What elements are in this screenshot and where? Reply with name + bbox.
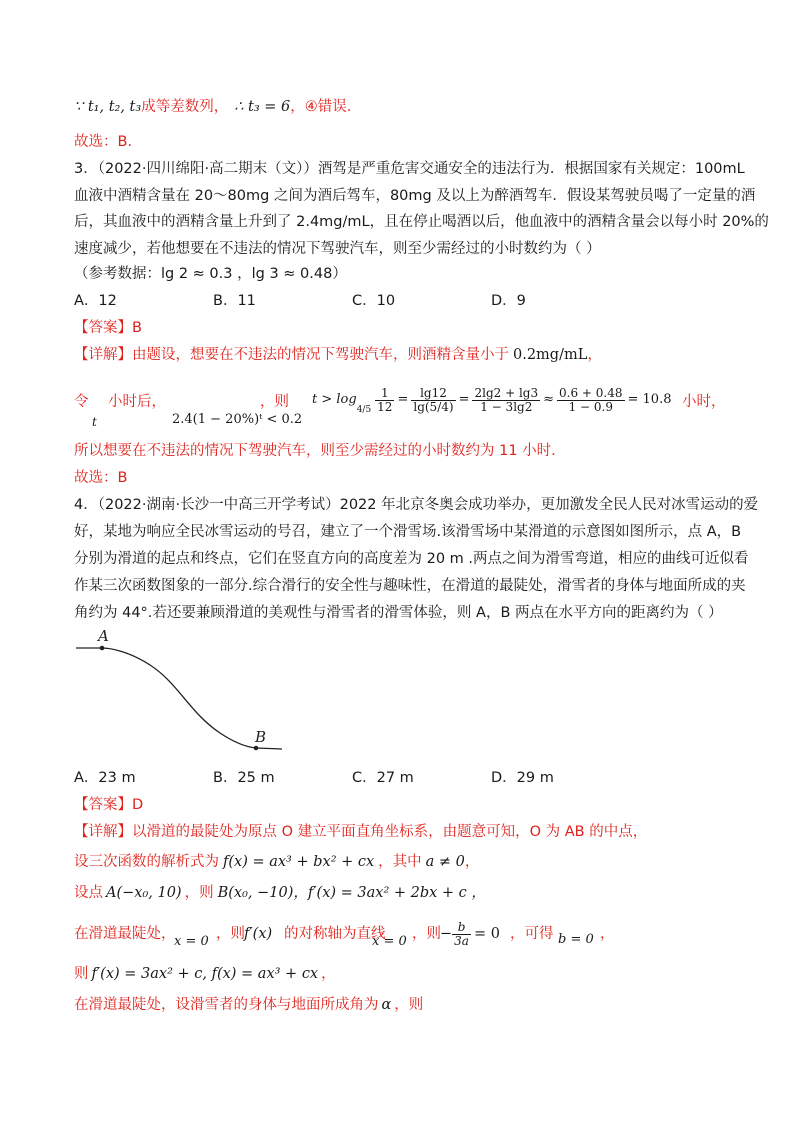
numerator: 2lg2 + lg3 — [474, 385, 539, 400]
text: 设点 — [74, 885, 103, 901]
option-d: D．9 — [491, 293, 526, 309]
math-expr: = 0 — [473, 926, 500, 942]
text: 则 — [74, 966, 89, 982]
detail-line — [74, 345, 602, 365]
question-3-line: 速度减少，若他想要在不违法的情况下驾驶汽车，则至少需经过的小时数约为（ ） — [74, 241, 601, 257]
math-expr: ∵ t₁, t₂, t₃ — [74, 99, 142, 115]
fraction — [452, 921, 471, 948]
text: 成等差数列， — [141, 99, 229, 115]
reference-data: （参考数据：lg 2 ≈ 0.3 ，lg 3 ≈ 0.48） — [74, 266, 347, 282]
text: 的对称轴为直线 — [284, 926, 386, 942]
fraction — [472, 387, 540, 414]
conclusion: 故选：B — [74, 470, 128, 486]
text: 在滑道最陡处， — [74, 926, 176, 942]
question-3-line: 3．（2022·四川绵阳·高二期末（文））酒驾是严重危害交通安全的违法行为．根据国家有关规定：100mL — [74, 161, 745, 177]
math-expr: a ≠ 0 — [425, 854, 465, 870]
question-4-line: 角约为 44°.若还要兼顾滑道的美观性与滑雪者的滑雪体验，则 A，B 两点在水平方向的距离约为（ ） — [74, 605, 723, 621]
option-b: B．25 m — [213, 770, 275, 786]
minus: − — [440, 926, 453, 942]
text: 设三次函数的解析式为 — [74, 854, 219, 870]
fraction — [557, 387, 625, 414]
point-a — [100, 646, 105, 651]
math-expr: 0.2mg/mL — [513, 347, 588, 363]
math-expr: x = 0 — [372, 934, 407, 949]
math-expr: 2.4(1 − 20%)ᵗ < 0.2 — [172, 412, 303, 427]
math-expr: t > log — [312, 392, 357, 407]
answer-label: 【答案】D — [74, 797, 144, 813]
option-a: A．23 m — [74, 770, 136, 786]
denominator: 1 − 0.9 — [568, 399, 613, 414]
math-expr: A(−x₀, 10) — [106, 885, 182, 901]
text: ，则 — [260, 394, 289, 410]
detail-line: 所以想要在不违法的情况下驾驶汽车，则至少需经过的小时数约为 11 小时. — [74, 443, 556, 459]
option-d: D．29 m — [491, 770, 554, 786]
option-b: B．11 — [213, 293, 256, 309]
text: 小时， — [682, 394, 726, 410]
denominator: 3a — [454, 933, 469, 948]
option-a: A．12 — [74, 293, 117, 309]
text: 【详解】由题设，想要在不违法的情况下驾驶汽车，则酒精含量小于 — [74, 347, 509, 363]
question-4-line: 好，某地为响应全民冰雪运动的号召，建立了一个滑雪场.该滑雪场中某滑道的示意图如图所示，点 A，B — [74, 524, 742, 540]
numerator: 0.6 + 0.48 — [559, 385, 623, 400]
math-expr: ∴ t₃ = 6 — [234, 99, 291, 115]
fraction — [375, 387, 394, 414]
question-3-line: 后，其血液中的酒精含量上升到了 2.4mg/mL，且在停止喝酒以后，他血液中的酒精含量会以每小时 20%的 — [74, 214, 769, 230]
denominator: 12 — [377, 399, 393, 414]
option-c: C．27 m — [352, 770, 414, 786]
text: ，则 — [216, 926, 245, 942]
math-var: t — [92, 415, 97, 429]
math-expr: f′(x) — [244, 926, 273, 942]
numerator: lg12 — [411, 387, 455, 401]
question-4-line: 作某三次函数图象的一部分.综合滑行的安全性与趣味性，在滑道的最陡处，滑雪者的身体与地面所成的夹 — [74, 578, 746, 594]
detail-line — [74, 883, 486, 903]
math-expr: x = 0 — [174, 934, 209, 949]
math-expr: B(x₀, −10)，f′(x) = 3ax² + 2bx + c ， — [217, 885, 486, 901]
math-expr: b = 0 — [558, 932, 594, 947]
text: 小时后， — [108, 394, 166, 410]
text: ，则 — [412, 926, 441, 942]
equals: = — [397, 392, 409, 407]
slope-curve — [76, 648, 282, 749]
label-b: B — [255, 728, 267, 746]
text: ，其中 — [378, 854, 422, 870]
detail-line — [74, 995, 423, 1015]
text: ，则 — [184, 885, 214, 901]
detail-line — [74, 852, 479, 872]
text: ， — [587, 347, 602, 363]
point-b — [254, 746, 259, 751]
fraction — [411, 387, 455, 414]
math-expr: f′(x) = 3ax² + c, f(x) = ax³ + cx — [91, 966, 319, 982]
text: 令 — [74, 394, 89, 410]
text: ， — [321, 966, 336, 982]
log-formula — [312, 378, 672, 422]
text-line — [74, 97, 351, 117]
equals: = — [458, 392, 470, 407]
conclusion: 故选：B. — [74, 134, 133, 150]
denominator: 1 − 3lg2 — [480, 399, 533, 414]
option-c: C．10 — [352, 293, 396, 309]
formula — [440, 918, 500, 950]
numerator: b — [452, 921, 471, 935]
numerator: 1 — [375, 387, 394, 401]
approx: ≈ — [543, 392, 555, 407]
answer-label: 【答案】B — [74, 320, 142, 336]
text: ，可得 — [510, 926, 554, 942]
log-base: 4/5 — [356, 405, 372, 415]
question-4-line: 4．（2022·湖南·长沙一中高三开学考试）2022 年北京冬奥会成功举办，更加激发全民人民对冰雪运动的爱 — [74, 497, 759, 513]
result: = 10.8 — [627, 392, 672, 407]
label-a: A — [98, 627, 109, 645]
denominator: lg(5/4) — [413, 399, 454, 414]
question-3-line: 血液中酒精含量在 20～80mg 之间为酒后驾车，80mg 及以上为醉酒驾车．假设某驾驶员喝了一定量的酒 — [74, 188, 756, 204]
text: ， — [600, 926, 615, 942]
detail-line: 【详解】以滑道的最陡处为原点 O 建立平面直角坐标系，由题意可知，O 为 AB 的中点， — [74, 824, 648, 840]
math-var: α — [381, 997, 392, 1013]
text: ，④错误. — [290, 99, 352, 115]
detail-line — [74, 964, 336, 984]
math-expr: f(x) = ax³ + bx² + cx — [223, 854, 375, 870]
text: 在滑道最陡处，设滑雪者的身体与地面所成角为 — [74, 997, 379, 1013]
text: ，则 — [394, 997, 424, 1013]
ski-slope-diagram — [70, 625, 290, 760]
question-4-line: 分别为滑道的起点和终点，它们在竖直方向的高度差为 20 m .两点之间为滑雪弯道，相应的曲线可近似看 — [74, 551, 749, 567]
text: ， — [464, 854, 480, 870]
